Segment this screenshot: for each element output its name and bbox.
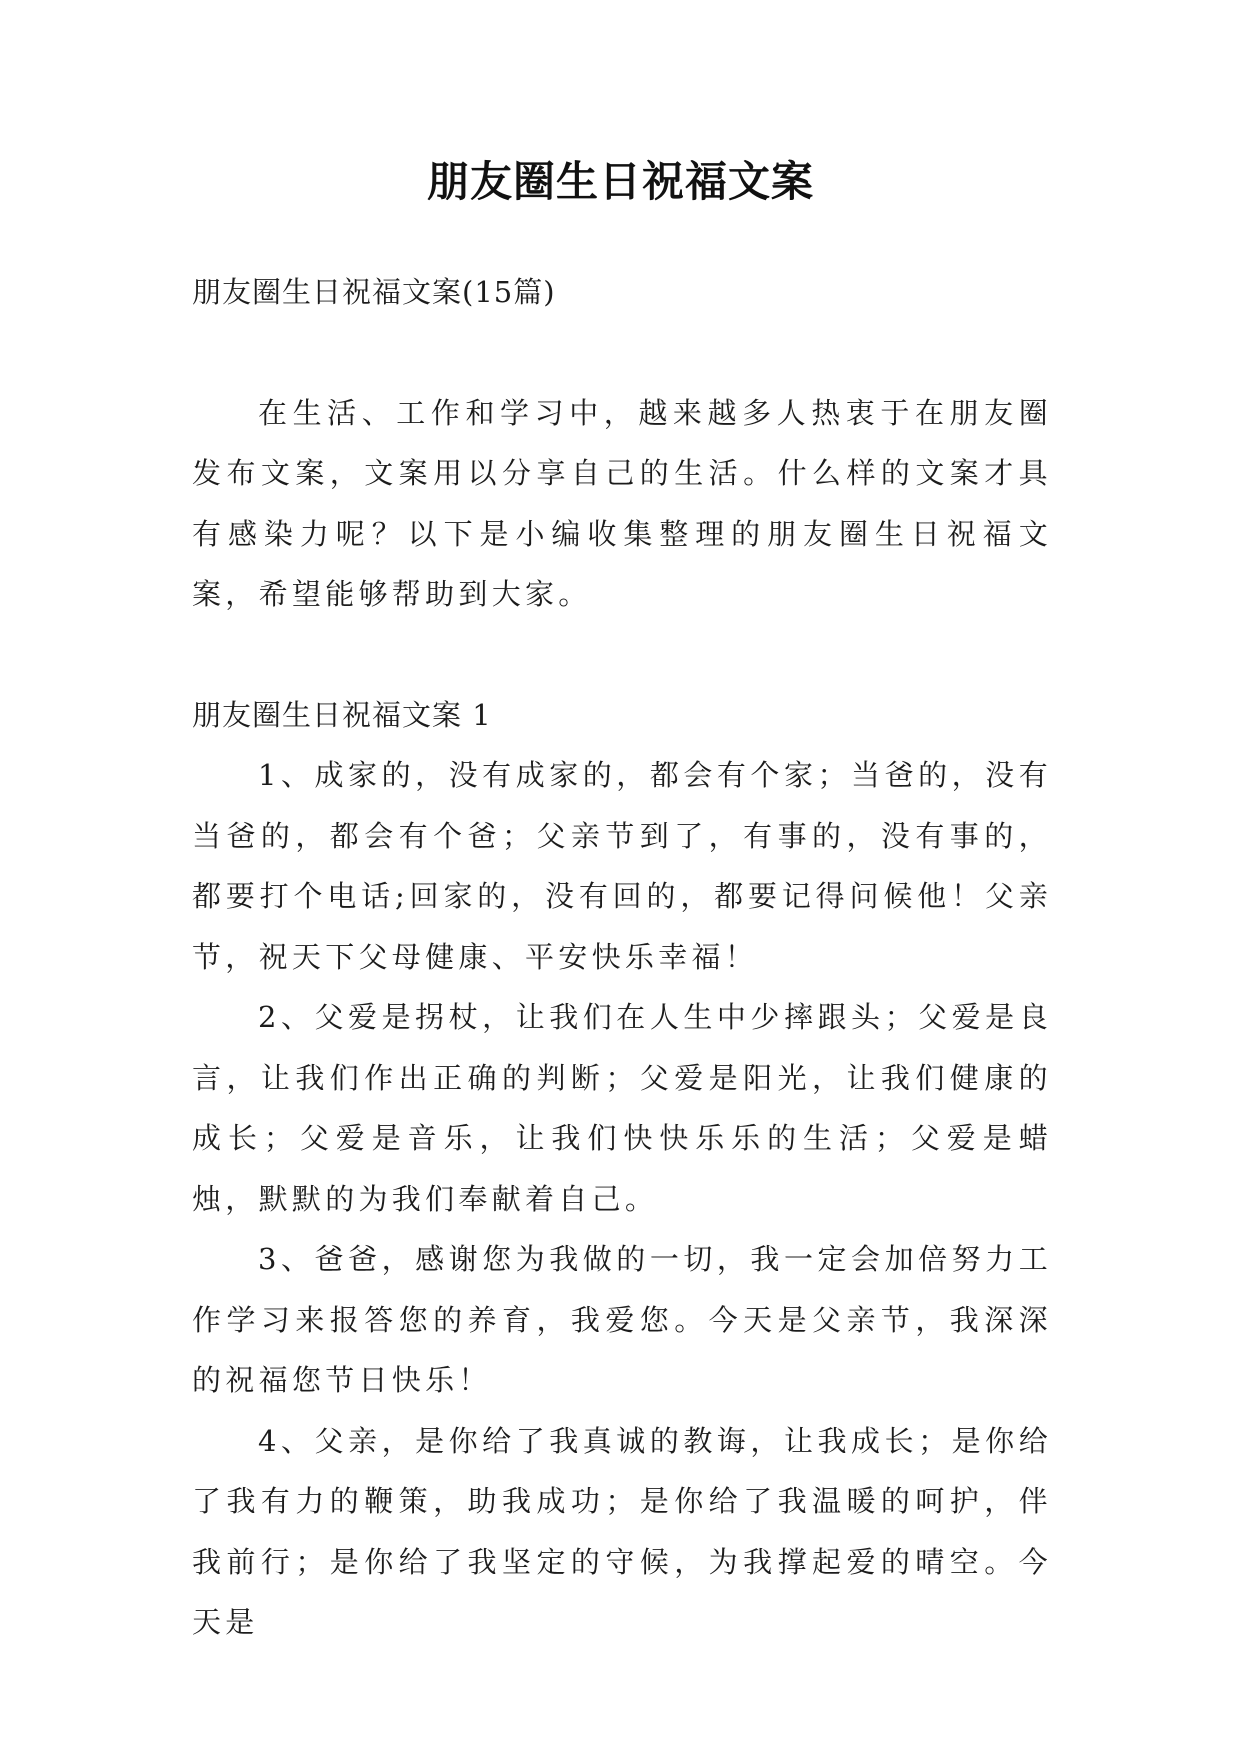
list-item: 3、爸爸，感谢您为我做的一切，我一定会加倍努力工作学习来报答您的养育，我爱您。今天是父亲节，我深深的祝福您节日快乐！ (192, 1242, 1052, 1397)
list-item: 1、成家的，没有成家的，都会有个家；当爸的，没有当爸的，都会有个爸；父亲节到了，有事的，没有事的，都要打个电话;回家的，没有回的，都要记得问候他！父亲节，祝天下父母健康、平安快乐幸福！ (192, 758, 1052, 974)
section-heading: 朋友圈生日祝福文案 1 (192, 697, 492, 732)
document-body (192, 262, 1052, 1653)
list-item: 4、父亲，是你给了我真诚的教诲，让我成长；是你给了我有力的鞭策，助我成功；是你给了我温暖的呵护，伴我前行；是你给了我坚定的守候，为我撑起爱的晴空。今天是 (192, 1423, 1052, 1639)
document-title: 朋友圈生日祝福文案 (426, 157, 814, 206)
list-item: 2、父爱是拐杖，让我们在人生中少摔跟头；父爱是良言，让我们作出正确的判断；父爱是阳光，让我们健康的成长；父爱是音乐，让我们快快乐乐的生活；父爱是蜡烛，默默的为我们奉献着自己。 (192, 1000, 1052, 1216)
document-subtitle: 朋友圈生日祝福文案(15篇) (192, 275, 556, 309)
intro-paragraph: 在生活、工作和学习中，越来越多人热衷于在朋友圈发布文案，文案用以分享自己的生活。什么样的文案才具有感染力呢？以下是小编收集整理的朋友圈生日祝福文案，希望能够帮助到大家。 (192, 395, 1052, 611)
